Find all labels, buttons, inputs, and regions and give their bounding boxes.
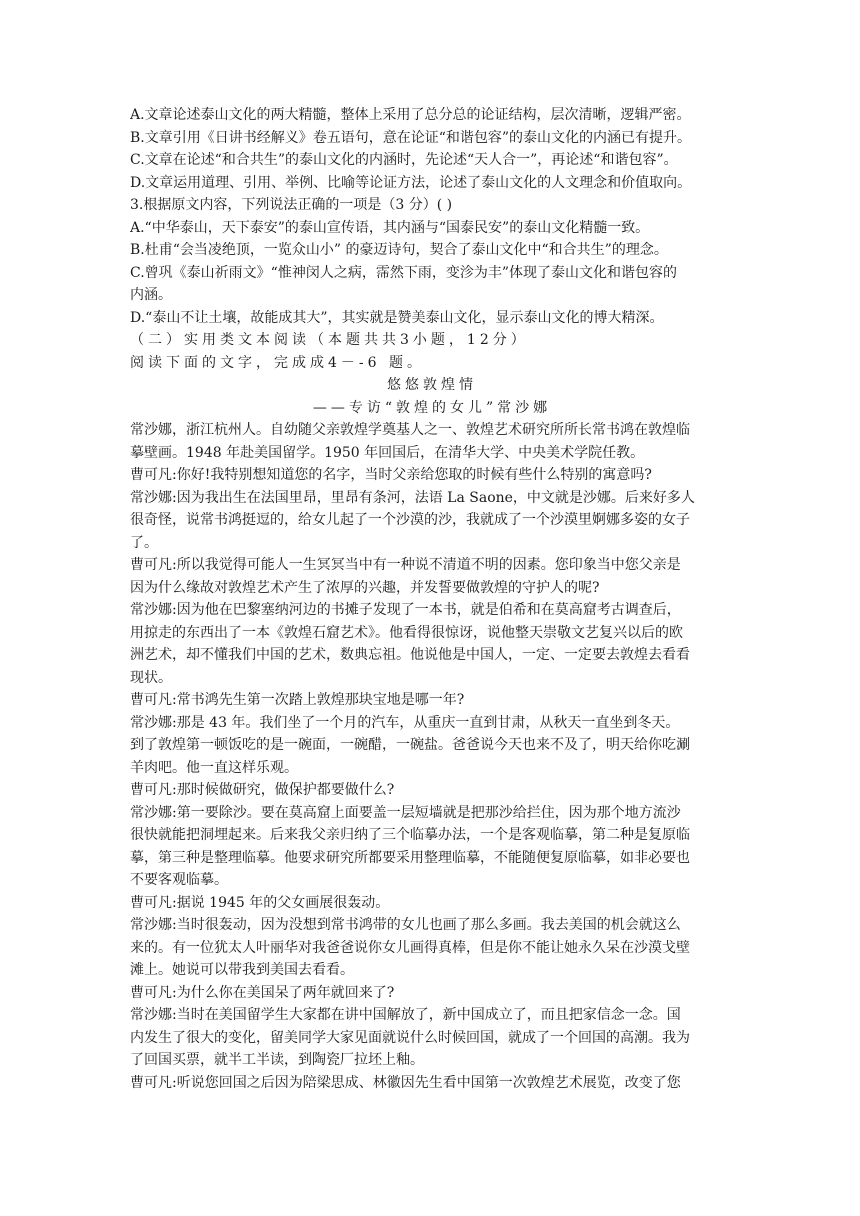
paragraph-line: 曹可凡:据说 1945 年的父女画展很轰动。	[130, 894, 390, 911]
paragraph-line: 用掠走的东西出了一本《敦煌石窟艺术》。他看得很惊讶，说他整天崇敬文艺复兴以后的欧	[130, 624, 683, 641]
paragraph-line: 曹可凡:为什么你在美国呆了两年就回来了?	[130, 984, 395, 1001]
option-d-line: D.文章运用道理、引用、举例、比喻等论证方法，论述了泰山文化的人文理念和价值取向。	[130, 174, 692, 191]
paragraph-line: 羊肉吧。他一直这样乐观。	[130, 759, 298, 776]
paragraph-line: 因为什么缘故对敦煌艺术产生了浓厚的兴趣，并发誓要做敦煌的守护人的呢?	[130, 579, 600, 596]
paragraph-line: 很奇怪，说常书鸿挺逗的，给女儿起了一个沙漠的沙，我就成了一个沙漠里婀娜多姿的女子	[130, 512, 690, 528]
paragraph-line: 很快就能把洞埋起来。后来我父亲归纳了三个临摹办法，一个是客观临摹，第二种是复原临	[130, 827, 690, 843]
paragraph-line: 摹，第三种是整理临摹。他要求研究所都要采用整理临摹，不能随便复原临摹，如非必要也	[130, 849, 690, 866]
paragraph-line: 内发生了很大的变化，留美同学大家见面就说什么时候回国，就成了一个回国的高潮。我为	[130, 1029, 690, 1046]
paragraph-line: 常沙娜:那是 43 年。我们坐了一个月的汽车，从重庆一直到甘肃，从秋天一直坐到冬天。	[130, 714, 680, 731]
paragraph-line: 常沙娜，浙江杭州人。自幼随父亲敦煌学奠基人之一、敦煌艺术研究所所长常书鸿在敦煌临	[130, 422, 690, 438]
q3-option-a: A.“中华泰山，天下泰安”的泰山宣传语，其内涵与“国泰民安”的泰山文化精髓一致。	[130, 219, 650, 236]
option-c-line: C.文章在论述“和合共生”的泰山文化的内涵时，先论述“天人合一”，再论述“和谐包容”。	[130, 152, 678, 168]
article-title: 悠悠敦煌情	[387, 377, 477, 393]
paragraph-line: 曹可凡:所以我觉得可能人一生冥冥当中有一种说不清道不明的因素。您印象当中您父亲是	[130, 557, 681, 573]
paragraph-line: 到了敦煌第一顿饭吃的是一碗面，一碗醋，一碗盐。爸爸说今天也来不及了，明天给你吃涮	[130, 737, 690, 753]
q3-option-d: D.“泰山不让土壤，故能成其大”，其实就是赞美泰山文化，显示泰山文化的博大精深。	[130, 309, 664, 326]
section-heading: （二）实用类文本阅读（本题共共3小题，12分）	[130, 332, 529, 348]
paragraph-line: 洲艺术，却不懂我们中国的艺术，数典忘祖。他说他是中国人，一定、一定要去敦煌去看看	[130, 647, 690, 663]
q3-option-c: C.曾巩《泰山祈雨文》“惟神闵人之病，霈然下雨，变沴为丰”体现了泰山文化和谐包容的	[130, 264, 677, 281]
paragraph-line: 曹可凡:常书鸿先生第一次踏上敦煌那块宝地是哪一年?	[130, 692, 465, 708]
paragraph-line: 曹可凡:你好!我特别想知道您的名字，当时父亲给您取的时候有些什么特别的寓意吗?	[130, 467, 652, 483]
document-page	[130, 104, 734, 1094]
paragraph-line: 常沙娜:第一要除沙。要在莫高窟上面要盖一层短墙就是把那沙给拦住，因为那个地方流沙	[130, 804, 681, 821]
paragraph-line: 了回国买票，就半工半读，到陶瓷厂拉坯上釉。	[130, 1052, 424, 1068]
paragraph-line: 常沙娜:因为我出生在法国里昂，里昂有条河，法语 La Saone，中文就是沙娜。后来好多人	[130, 489, 695, 506]
option-b-line: B.文章引用《日讲书经解义》卷五语句，意在论证“和谐包容”的泰山文化的内涵已有提升。	[130, 129, 692, 146]
paragraph-line: 现状。	[130, 669, 172, 686]
article-subtitle: ——专访“敦煌的女儿”常沙娜	[312, 399, 552, 416]
paragraph-line: 不要客观临摹。	[130, 872, 228, 888]
paragraph-line: 滩上。她说可以带我到美国去看看。	[130, 962, 354, 978]
paragraph-line: 常沙娜:当时在美国留学生大家都在讲中国解放了，新中国成立了，而且把家信念一念。国	[130, 1007, 681, 1023]
question-3: 3.根据原文内容，下列说法正确的一项是（3 分）( )	[130, 197, 453, 213]
paragraph-line: 曹可凡:听说您回国之后因为陪梁思成、林徽因先生看中国第一次敦煌艺术展览，改变了您	[130, 1074, 681, 1091]
option-a-line: A.文章论述泰山文化的两大精髓，整体上采用了总分总的论证结构，层次清晰，逻辑严密。	[130, 107, 691, 123]
paragraph-line: 来的。有一位犹太人叶丽华对我爸爸说你女儿画得真棒，但是你不能让她永久呆在沙漠戈壁	[130, 939, 690, 956]
section-instruction: 阅读下面的文字，完成成4－-6 题。	[130, 354, 425, 371]
paragraph-line: 常沙娜:当时很轰动，因为没想到常书鸿带的女儿也画了那么多画。我去美国的机会就这么	[130, 917, 681, 933]
q3-option-c-cont: 内涵。	[130, 287, 172, 303]
paragraph-line: 摹壁画。1948 年赴美国留学。1950 年回国后，在清华大学、中央美术学院任教。	[130, 444, 645, 461]
paragraph-line: 了。	[130, 534, 158, 551]
q3-option-b: B.杜甫“会当凌绝顶，一览众山小” 的豪迈诗句，契合了泰山文化中“和合共生”的理念。	[130, 242, 668, 258]
paragraph-line: 常沙娜:因为他在巴黎塞纳河边的书摊子发现了一本书，就是伯希和在莫高窟考古调查后，	[130, 602, 681, 618]
paragraph-line: 曹可凡:那时候做研究，做保护都要做什么?	[130, 782, 395, 798]
